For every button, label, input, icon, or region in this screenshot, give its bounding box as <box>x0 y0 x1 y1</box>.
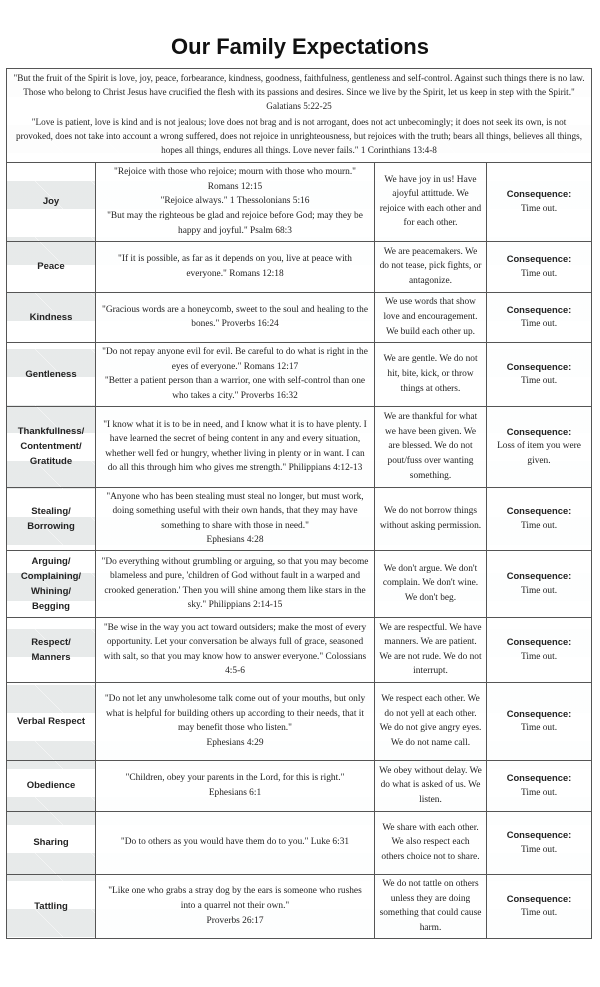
scripture-text: "Gracious words are a honeycomb, sweet to the soul and healing to the bones." Proverbs 16:24 <box>102 304 368 330</box>
table-row <box>7 683 591 761</box>
family-statement: We are gentle. We do not hit, bite, kick, or throw things at others. <box>375 343 487 406</box>
consequence-label: Consequence: <box>506 188 572 200</box>
table-row <box>7 293 591 343</box>
family-statement: We do not borrow things without asking permission. <box>375 488 487 550</box>
scripture-text: "Anyone who has been stealing must steal no longer, but must work, doing something useful with their own hands, that they may have something to share with those in need." <box>106 491 364 531</box>
scripture-text: "Children, obey your parents in the Lord, for this is right." <box>125 773 345 784</box>
consequence-cell <box>487 812 591 874</box>
expectations-table <box>6 68 592 939</box>
scripture-cell <box>95 761 375 811</box>
consequence-cell <box>487 618 591 682</box>
consequence-cell <box>487 551 591 617</box>
expectation-name-line: Complaining/ <box>20 570 82 582</box>
expectation-name <box>7 618 95 682</box>
consequence-label: Consequence: <box>506 829 572 841</box>
scripture-cell <box>95 293 375 342</box>
table-row <box>7 761 591 812</box>
expectation-name-line: Contentment/ <box>20 441 82 453</box>
scripture-text: "Do not repay anyone evil for evil. Be careful to do what is right in the eyes of everyone." Romans 12:17 <box>102 347 368 372</box>
expectation-name <box>7 293 95 342</box>
consequence-label: Consequence: <box>506 303 572 315</box>
consequence-cell <box>487 488 591 550</box>
consequence-value: Time out. <box>520 203 558 214</box>
consequence-label: Consequence: <box>506 360 572 372</box>
consequence-label: Consequence: <box>506 892 572 904</box>
expectation-name-line: Joy <box>42 196 60 208</box>
consequence-cell <box>487 242 591 292</box>
scripture-cell <box>95 488 375 550</box>
expectation-name <box>7 812 95 874</box>
family-statement: We don't argue. We don't complain. We don't wine. We don't beg. <box>375 551 487 617</box>
family-statement: We have joy in us! Have ajoyful attittude. We rejoice with each other and for each other. <box>375 163 487 241</box>
scripture-cell <box>95 683 375 760</box>
scripture-text: "But may the righteous be glad and rejoice before God; may they be happy and joyful." Psalm 68:3 <box>107 211 363 236</box>
expectation-rows <box>7 163 591 938</box>
family-statement: We obey without delay. We do what is asked of us. We listen. <box>375 761 487 811</box>
consequence-value: Loss of item you were given. <box>497 441 581 467</box>
scripture-text: Ephesians 4:28 <box>206 535 264 546</box>
family-statement: We are peacemakers. We do not tease, pick fights, or antagonize. <box>375 242 487 292</box>
table-row <box>7 343 591 407</box>
expectation-name-line: Obedience <box>26 780 76 792</box>
table-row <box>7 875 591 938</box>
expectation-name-line: Manners <box>31 651 71 663</box>
expectation-name <box>7 407 95 487</box>
table-row <box>7 551 591 618</box>
scripture-text: "Do not let any unwholesome talk come out of your mouths, but only what is helpful for building others up according to their needs, that it may benefit those who listen." <box>104 694 366 734</box>
scripture-cell <box>95 875 375 938</box>
expectation-name <box>7 551 95 617</box>
family-statement: We are thankful for what we have been given. We are blessed. We do not pout/fuss over wanting something. <box>375 407 487 487</box>
consequence-label: Consequence: <box>506 425 572 437</box>
page-title: Our Family Expectations <box>171 34 429 59</box>
scripture-cell <box>95 163 375 241</box>
consequence-value: Time out. <box>520 651 558 662</box>
consequence-cell <box>487 761 591 811</box>
expectation-name-line: Verbal Respect <box>16 715 86 727</box>
scripture-cell <box>95 343 375 406</box>
table-row <box>7 242 591 293</box>
scripture-cell <box>95 618 375 682</box>
consequence-cell <box>487 683 591 760</box>
consequence-label: Consequence: <box>506 253 572 265</box>
expectation-name-line: Stealing/ <box>31 505 71 517</box>
table-row <box>7 488 591 551</box>
expectation-name <box>7 875 95 938</box>
consequence-label: Consequence: <box>506 570 572 582</box>
expectation-name-line: Peace <box>37 261 65 273</box>
consequence-value: Time out. <box>520 723 558 734</box>
scripture-text: "Better a patient person than a warrior, one with self-control than one who takes a city." Proverbs 16:32 <box>104 376 366 401</box>
expectation-name-line: Sharing <box>33 837 69 849</box>
scripture-text: Ephesians 6:1 <box>208 787 262 798</box>
scripture-text: "Rejoice with those who rejoice; mourn with those who mourn." Romans 12:15 <box>114 167 356 192</box>
consequence-value: Time out. <box>520 787 558 798</box>
scripture-text: "Rejoice always." 1 Thessolonians 5:16 <box>160 196 310 207</box>
expectation-name-line: Gentleness <box>25 368 77 380</box>
family-statement: We do not tattle on others unless they are doing something that could cause harm. <box>375 875 487 938</box>
consequence-label: Consequence: <box>506 505 572 517</box>
expectation-name-line: Arguing/ <box>31 555 71 567</box>
consequence-value: Time out. <box>520 585 558 596</box>
scripture-text: Proverbs 26:17 <box>206 915 264 926</box>
intro-verse-corinthians: "Love is patient, love is kind and is not jealous; love does not brag and is not arrogant, does not act unbecomingly; it does not seek its own, is not provoked, does not take into account a wrong suffered, does not rejoice in unrighteousness, but rejoices with the truth; bears all things, believes all things, hopes all things, endures all things. Love never fails." 1 Corinthians 13:4-8 <box>15 117 582 155</box>
scripture-text: "I know what it is to be in need, and I know what it is to have plenty. I have learned the secret of being content in any and every situation, whether well fed or hungry, whether living in plenty or in want. I can do all this through him who gives me strength." Philippians 4:12-13 <box>103 419 367 474</box>
table-row <box>7 618 591 683</box>
expectation-name-line: Tattling <box>34 900 68 912</box>
expectation-name <box>7 163 95 241</box>
expectation-name-line: Borrowing <box>27 520 75 532</box>
scripture-text: "Do to others as you would have them do to you." Luke 6:31 <box>120 837 350 848</box>
table-row <box>7 407 591 488</box>
consequence-cell <box>487 875 591 938</box>
consequence-value: Time out. <box>520 844 558 855</box>
table-row <box>7 163 591 242</box>
expectation-name-line: Gratitude <box>29 456 73 468</box>
consequence-label: Consequence: <box>506 772 572 784</box>
expectation-name <box>7 343 95 406</box>
scripture-text: Ephesians 4:29 <box>206 737 264 748</box>
family-statement: We share with each other. We also respect each others choice not to share. <box>375 812 487 874</box>
scripture-text: "Do everything without grumbling or arguing, so that you may become blameless and pure, 'children of God without fault in a warped and crooked generation.' Then you will shine among them like stars in the sky." Philippians 2:14-15 <box>101 556 369 611</box>
consequence-cell <box>487 407 591 487</box>
scripture-text: "Be wise in the way you act toward outsiders; make the most of every opportunity. Let your conversation be always full of grace, seasoned with salt, so that you may know how to answer everyone." Colossians 4:5-6 <box>103 622 367 677</box>
scripture-text: "If it is possible, as far as it depends on you, live at peace with everyone." Romans 12:18 <box>118 254 352 279</box>
scripture-cell <box>95 407 375 487</box>
expectation-name-line: Kindness <box>29 311 73 323</box>
table-row <box>7 812 591 875</box>
intro-verse-galatians: "But the fruit of the Spirit is love, joy, peace, forbearance, kindness, goodness, faithfulness, gentleness and self-control. Against such things there is no law. Those who belong to Christ Jesus have crucified the flesh with its passions and desires. Since we live by the Spirit, let us keep in step with the Spirit." Galatians 5:22-25 <box>13 73 585 111</box>
consequence-value: Time out. <box>520 376 558 387</box>
expectation-name <box>7 488 95 550</box>
expectation-name <box>7 242 95 292</box>
consequence-value: Time out. <box>520 268 558 279</box>
expectation-name-line: Begging <box>31 600 70 612</box>
consequence-label: Consequence: <box>506 636 572 648</box>
expectation-name-line: Thankfullness/ <box>17 426 85 438</box>
scripture-cell <box>95 551 375 617</box>
scripture-cell <box>95 812 375 874</box>
intro-verses <box>7 69 591 163</box>
expectation-name-line: Whining/ <box>30 585 72 597</box>
scripture-cell <box>95 242 375 292</box>
consequence-label: Consequence: <box>506 707 572 719</box>
family-statement: We use words that show love and encouragement. We build each other up. <box>375 293 487 342</box>
consequence-cell <box>487 163 591 241</box>
consequence-value: Time out. <box>520 908 558 919</box>
family-statement: We are respectful. We have manners. We are patient. We are not rude. We do not interrupt. <box>375 618 487 682</box>
family-statement: We respect each other. We do not yell at each other. We do not give angry eyes. We do not name call. <box>375 683 487 760</box>
expectation-name <box>7 761 95 811</box>
expectation-name-line: Respect/ <box>31 636 71 648</box>
scripture-text: "Like one who grabs a stray dog by the ears is someone who rushes into a quarrel not their own." <box>108 886 362 911</box>
consequence-cell <box>487 293 591 342</box>
consequence-cell <box>487 343 591 406</box>
consequence-value: Time out. <box>520 520 558 531</box>
consequence-value: Time out. <box>520 319 558 330</box>
expectation-name <box>7 683 95 760</box>
